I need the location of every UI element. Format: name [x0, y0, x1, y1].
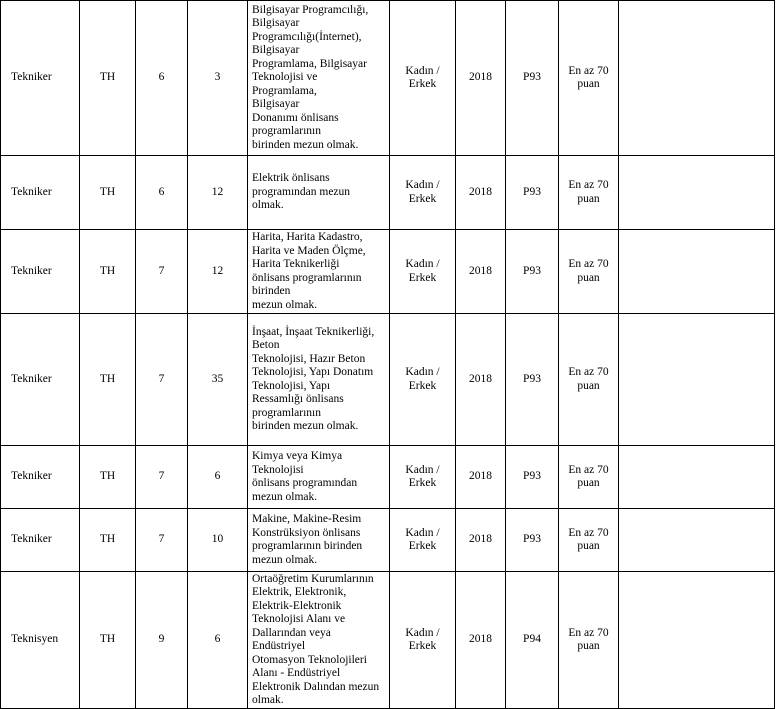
position-count-cell: 35 [188, 314, 248, 446]
year-cell: 2018 [456, 572, 506, 709]
notes-cell [619, 156, 775, 230]
score-type-cell: P94 [506, 572, 559, 709]
gender-line: Kadın / [405, 526, 440, 539]
notes-cell [619, 572, 775, 709]
grade-cell: 6 [136, 1, 188, 156]
title-cell: Tekniker [1, 509, 80, 572]
title-cell: Tekniker [1, 230, 80, 314]
table-row [1, 314, 775, 446]
min-score-line: puan [577, 192, 600, 205]
gender-cell [390, 509, 456, 572]
min-score-line: puan [577, 271, 600, 284]
gender-cell [390, 572, 456, 709]
gender-line: Kadın / [405, 258, 440, 270]
gender-line: Kadın / [405, 179, 440, 191]
grade-cell: 7 [136, 230, 188, 314]
qualification-cell: Elektrik önlisans programından mezun olmak. [248, 156, 390, 230]
title-cell: Tekniker [1, 314, 80, 446]
gender-cell [390, 156, 456, 230]
score-type-cell: P93 [506, 1, 559, 156]
gender-line: Erkek [408, 640, 437, 652]
table-row [1, 1, 775, 156]
qualification-cell: Bilgisayar Programcılığı, Bilgisayar Programcılığı(İnternet), Bilgisayar Programlama, Bilgisayar Teknolojisi ve Programlama, Bilgisayar Donanımı önlisans programlarının birinden mezun olmak. [248, 1, 390, 156]
position-count-cell: 12 [188, 156, 248, 230]
qualification-cell: Kimya veya Kimya Teknolojisi önlisans programından mezun olmak. [248, 446, 390, 509]
class-cell: TH [80, 509, 136, 572]
grade-cell: 7 [136, 446, 188, 509]
year-cell: 2018 [456, 314, 506, 446]
score-type-cell: P93 [506, 156, 559, 230]
min-score-line: En az 70 [568, 626, 609, 639]
class-cell: TH [80, 572, 136, 709]
gender-cell [390, 314, 456, 446]
title-cell: Tekniker [1, 156, 80, 230]
min-score-line: puan [577, 640, 600, 652]
min-score-line: En az 70 [568, 366, 609, 378]
grade-cell: 6 [136, 156, 188, 230]
class-cell: TH [80, 156, 136, 230]
grade-cell: 7 [136, 509, 188, 572]
min-score-cell [559, 230, 619, 314]
class-cell: TH [80, 230, 136, 314]
gender-cell [390, 230, 456, 314]
qualification-cell: Makine, Makine-Resim Konstrüksiyon önlisans programlarının birinden mezun olmak. [248, 509, 390, 572]
gender-line: Erkek [408, 192, 437, 205]
class-cell: TH [80, 446, 136, 509]
min-score-cell [559, 314, 619, 446]
min-score-line: En az 70 [568, 526, 609, 539]
position-count-cell: 12 [188, 230, 248, 314]
qualification-cell: Ortaöğretim Kurumlarının Elektrik, Elektronik, Elektrik-Elektronik Teknolojisi Alanı ve Dallarından veya Endüstriyel Otomasyon Teknolojileri Alanı - Endüstriyel Elektronik Dalından mezun olmak. [248, 572, 390, 709]
min-score-line: puan [577, 78, 600, 90]
title-cell: Teknisyen [1, 572, 80, 709]
gender-line: Kadın / [405, 463, 440, 476]
year-cell: 2018 [456, 1, 506, 156]
min-score-line: En az 70 [568, 179, 609, 191]
position-count-cell: 6 [188, 572, 248, 709]
min-score-cell [559, 572, 619, 709]
grade-cell: 7 [136, 314, 188, 446]
table-row [1, 230, 775, 314]
title-cell: Tekniker [1, 1, 80, 156]
table-body [1, 1, 775, 709]
notes-cell [619, 230, 775, 314]
min-score-cell [559, 446, 619, 509]
position-count-cell: 3 [188, 1, 248, 156]
min-score-line: En az 70 [568, 258, 609, 270]
gender-line: Erkek [408, 477, 437, 489]
min-score-cell [559, 509, 619, 572]
min-score-line: En az 70 [568, 463, 609, 476]
position-count-cell: 10 [188, 509, 248, 572]
table-row [1, 509, 775, 572]
gender-line: Erkek [408, 78, 437, 90]
notes-cell [619, 314, 775, 446]
score-type-cell: P93 [506, 230, 559, 314]
min-score-line: puan [577, 379, 600, 392]
year-cell: 2018 [456, 446, 506, 509]
notes-cell [619, 446, 775, 509]
gender-line: Erkek [408, 379, 437, 392]
class-cell: TH [80, 1, 136, 156]
notes-cell [619, 1, 775, 156]
year-cell: 2018 [456, 509, 506, 572]
grade-cell: 9 [136, 572, 188, 709]
table-row [1, 572, 775, 709]
title-cell: Tekniker [1, 446, 80, 509]
qualification-cell: İnşaat, İnşaat Teknikerliği, Beton Teknolojisi, Hazır Beton Teknolojisi, Yapı Donatım Teknolojisi, Yapı Ressamlığı önlisans programlarının birinden mezun olmak. [248, 314, 390, 446]
score-type-cell: P93 [506, 314, 559, 446]
position-count-cell: 6 [188, 446, 248, 509]
min-score-line: puan [577, 477, 600, 489]
gender-cell [390, 1, 456, 156]
notes-cell [619, 509, 775, 572]
gender-line: Kadın / [405, 626, 440, 639]
table-row [1, 446, 775, 509]
score-type-cell: P93 [506, 446, 559, 509]
min-score-cell [559, 1, 619, 156]
gender-line: Erkek [408, 540, 437, 552]
class-cell: TH [80, 314, 136, 446]
min-score-cell [559, 156, 619, 230]
min-score-line: puan [577, 540, 600, 552]
score-type-cell: P93 [506, 509, 559, 572]
gender-cell [390, 446, 456, 509]
table-row [1, 156, 775, 230]
gender-line: Erkek [408, 271, 437, 284]
gender-line: Kadın / [405, 64, 440, 77]
gender-line: Kadın / [405, 366, 440, 378]
min-score-line: En az 70 [568, 64, 609, 77]
qualification-cell: Harita, Harita Kadastro, Harita ve Maden Ölçme, Harita Teknikerliği önlisans programlarının birinden mezun olmak. [248, 230, 390, 314]
year-cell: 2018 [456, 156, 506, 230]
year-cell: 2018 [456, 230, 506, 314]
